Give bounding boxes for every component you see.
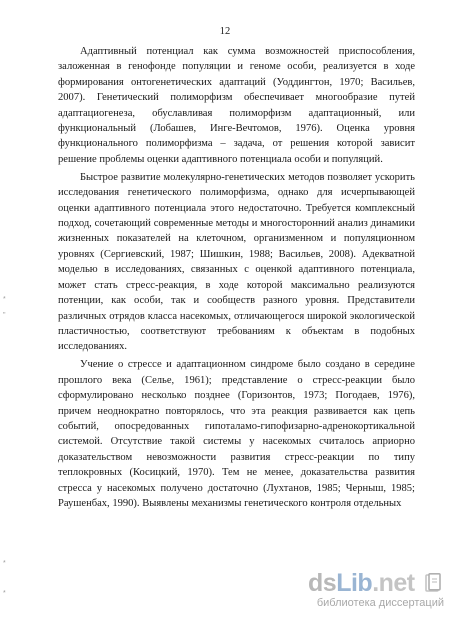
- watermark-logo: [308, 569, 415, 598]
- watermark-logo-prefix: ds: [308, 569, 337, 597]
- margin-mark: *: [3, 560, 6, 567]
- page-number: 12: [219, 26, 231, 37]
- book-icon: [424, 573, 442, 593]
- paragraph-stress-theory: Учение о стрессе и адаптационном синдроме было создано в середине прошлого века (Селье, 1961); представление о стресс-реакции было сформулировано несколько позднее (Горизонтов, 1973; Погодаев, 1976), причем неоднократно повторялось, что эта реакция развивается как цепь событий, опосредованных гипоталамо-гипофизарно-адренокортикальной системой. Отсутствие такой системы у насекомых считалось априорно доказательством невозможности развития стресс-реакции по типу теплокровных (Косицкий, 1970). Тем не менее, доказательства развития стресса у насекомых получено достаточно (Лухтанов, 1985; Черныш, 1985; Раушенбах, 1990). Выявлены механизмы генетического контроля отдельных: [58, 359, 415, 509]
- watermark-logo-suffix: .net: [372, 569, 415, 597]
- watermark[interactable]: [298, 569, 444, 613]
- margin-mark: *: [3, 590, 6, 597]
- document-body: [58, 44, 415, 514]
- margin-mark: *: [3, 296, 6, 303]
- watermark-tagline: библиотека диссертаций: [316, 597, 444, 609]
- paragraph-molecular-methods: Быстрое развитие молекулярно-генетических методов позволяет ускорить исследования генетического полиморфизма, однако для исчерпывающей оценки адаптивного потенциала этого недостаточно. Требуется комплексный подход, сочетающий современные методы и многосторонний анализ динамики жизненных показателей на клеточном, организменном и популяционном уровнях (Сергиевский, 1987; Шишкин, 1988; Васильев, 2008). Адекватной моделью в исследованиях, связанных с оценкой адаптивного потенциала, может стать стресс-реакция, в ходе которой максимально реализуются потенции, как особи, так и сообществ разного уровня. Представители различных отрядов класса насекомых, отличающегося широкой экологической пластичностью, соответствуют требованиям к объектам в подобных исследованиях.: [58, 171, 415, 353]
- margin-mark: ": [3, 312, 6, 319]
- watermark-logo-middle: Lib: [336, 569, 373, 597]
- paragraph-adaptive-potential: Адаптивный потенциал как сумма возможностей приспособления, заложенная в генофонде популяции и геноме особи, реализуется в ходе формирования онтогенетических адаптаций (Уоддингтон, 1970; Васильев, 2007). Генетический полиморфизм обеспечивает многообразие путей адаптациогенеза, обуславливая полиморфизм адаптационный, или функциональный (Лобашев, Инге-Вечтомов, 1976). Оценка уровня функционального полиморфизма – задача, от решения которой зависит решение проблемы оценки адаптивного потенциала особи и популяций.: [58, 46, 415, 165]
